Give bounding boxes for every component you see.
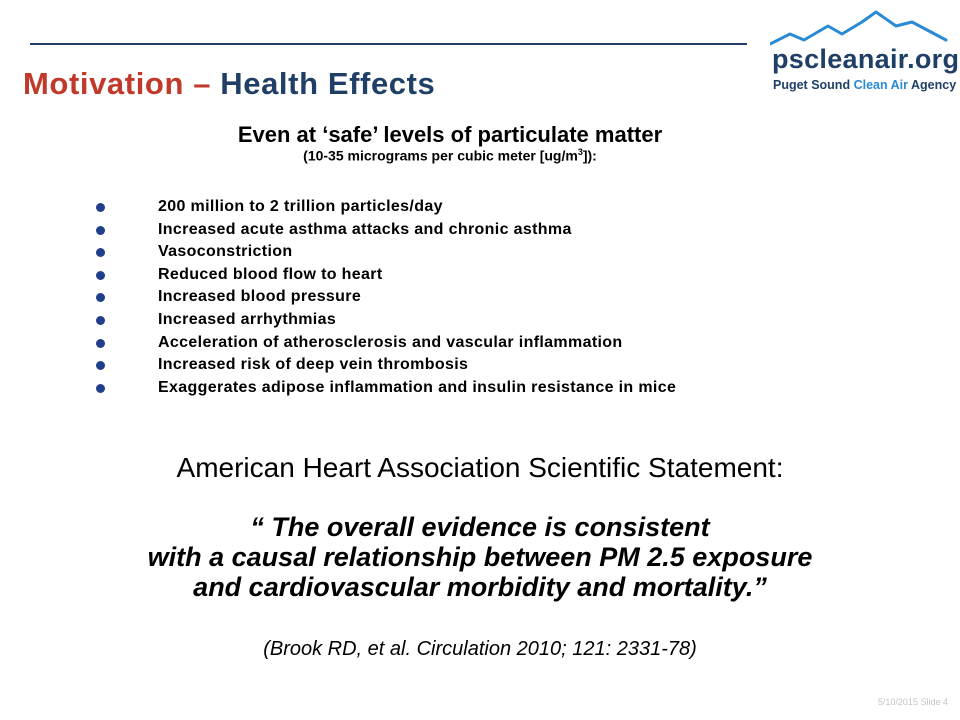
list-item-text: Exaggerates adipose inflammation and insulin resistance in mice [158,378,677,396]
list-item-text: Increased blood pressure [158,288,362,306]
list-item-text: Increased risk of deep vein thrombosis [158,356,469,374]
list-item [92,241,676,264]
slide-title [23,66,435,102]
logo-agency-highlight: Clean Air [853,78,908,92]
bullet-dot-icon [96,226,105,235]
bullet-dot-icon [96,248,105,257]
intro-heading: Even at ‘safe’ levels of particulate matter [237,122,663,147]
list-item [92,264,676,287]
quote-line: and cardiovascular morbidity and mortality.” [193,572,767,602]
quote-line: with a causal relationship between PM 2.5 exposure [147,542,813,572]
intro-subheading [0,147,900,164]
list-item-text: Acceleration of atherosclerosis and vascular inflammation [158,333,623,351]
list-item [92,309,676,332]
health-effects-list [92,196,676,399]
list-item-text: 200 million to 2 trillion particles/day [158,198,443,215]
intro-subheading-sup: 3 [577,147,583,157]
slide-title-part2: Health Effects [220,66,436,101]
list-item-text: Vasoconstriction [158,243,293,261]
header-divider [30,43,747,45]
list-item [92,196,676,219]
logo-domain: pscleanair.org [772,44,960,74]
slide-title-part1: Motivation – [23,66,212,101]
bullet-dot-icon [96,361,105,370]
statement-citation: (Brook RD, et al. Circulation 2010; 121: 2331-78) [263,638,697,660]
bullet-dot-icon [96,293,105,302]
bullet-dot-icon [96,203,105,212]
list-item [92,377,676,400]
list-item [92,219,676,242]
logo-agency-part1: Puget Sound [773,78,854,92]
list-item [92,286,676,309]
intro-subheading-before: (10-35 micrograms per cubic meter [ug/m [303,147,578,164]
list-item-text: Increased arrhythmias [158,310,337,328]
intro-subheading-after: ]): [582,147,597,164]
bullet-dot-icon [96,384,105,393]
logo-agency-name [773,78,956,92]
slide-footer [878,697,948,707]
logo-agency-part3: Agency [907,78,957,92]
statement-heading: American Heart Association Scientific Statement: [176,452,784,483]
bullet-dot-icon [96,271,105,280]
bullet-dot-icon [96,339,105,348]
list-item-text: Reduced blood flow to heart [158,265,383,283]
footer-date: 5/10/2015 [877,697,918,707]
list-item-text: Increased acute asthma attacks and chronic asthma [158,220,572,238]
list-item [92,332,676,355]
statement-quote [0,512,960,602]
pscleanair-logo [770,10,960,96]
bullet-dot-icon [96,316,105,325]
quote-line: “ The overall evidence is consistent [250,512,710,542]
footer-slide-number: Slide 4 [920,697,948,707]
list-item [92,354,676,377]
